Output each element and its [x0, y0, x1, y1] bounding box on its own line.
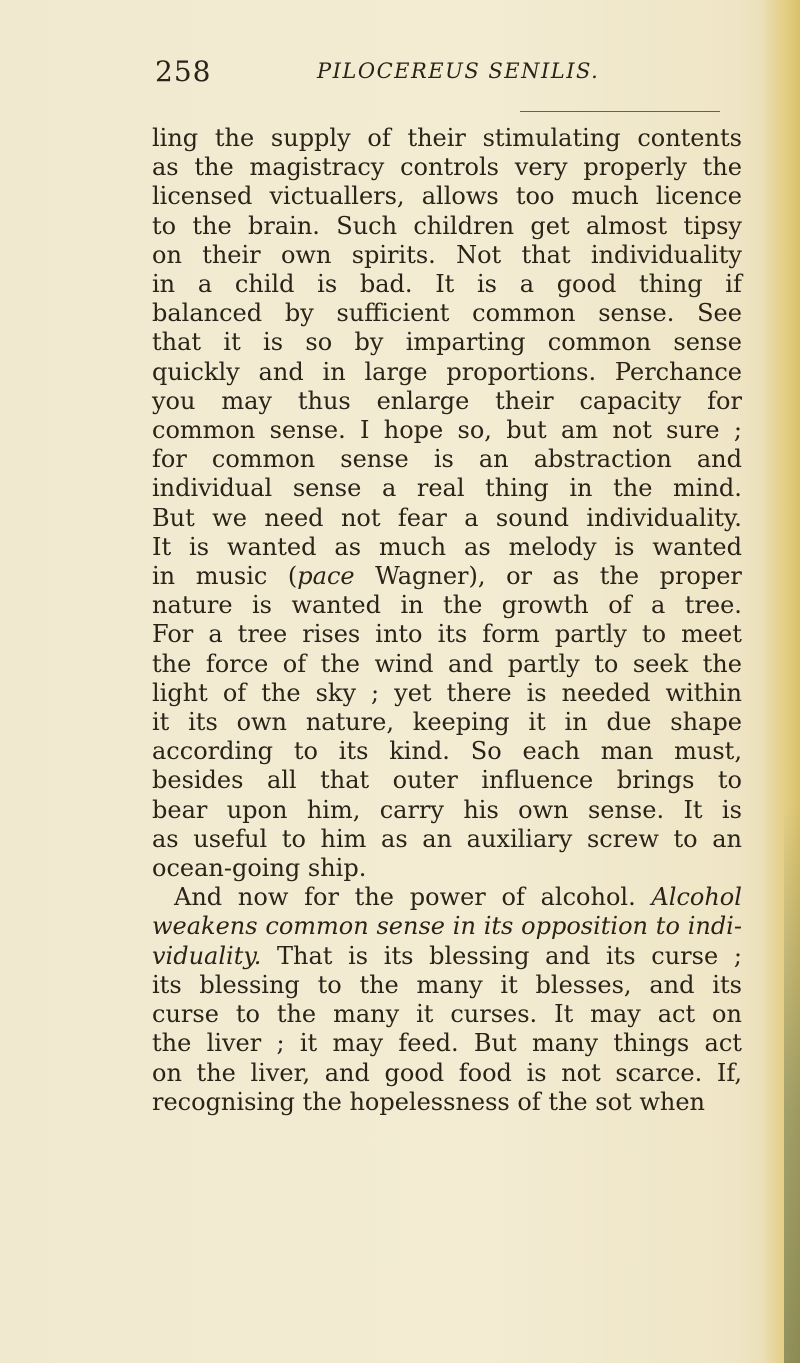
running-title: PILOCEREUS SENILIS.: [317, 59, 600, 83]
text-line: you may thus enlarge their capacity for: [152, 386, 742, 415]
text-line: as the magistracy controls very properly the: [152, 153, 742, 182]
text-line: ocean-going ship.: [152, 854, 367, 883]
text-line: weakens common sense in its opposition to indi-: [152, 912, 742, 941]
text-line: And now for the power of alcohol. Alcohol: [174, 883, 742, 912]
text-line: in music (pace Wagner), or as the proper: [152, 562, 742, 591]
text-line: the liver ; it may feed. But many things act: [152, 1029, 742, 1058]
text-line: ling the supply of their stimulating contents: [152, 124, 742, 152]
body-text: [152, 124, 742, 1117]
text-line: viduality. That is its blessing and its curse ;: [152, 941, 742, 970]
text-line: the force of the wind and partly to seek the: [152, 649, 742, 678]
text-line: quickly and in large proportions. Perchance: [152, 357, 742, 386]
text-line: curse to the many it curses. It may act on: [152, 1000, 742, 1029]
header-rule: [520, 111, 720, 112]
text-line: It is wanted as much as melody is wanted: [152, 532, 742, 561]
text-line: besides all that outer influence brings to: [152, 766, 742, 795]
text-line: common sense. I hope so, but am not sure ;: [152, 416, 742, 445]
text-line: for common sense is an abstraction and: [152, 445, 742, 474]
text-line: recognising the hopelessness of the sot when: [152, 1087, 705, 1116]
text-line: on the liver, and good food is not scarce. If,: [152, 1058, 742, 1087]
text-line: as useful to him as an auxiliary screw to an: [152, 824, 742, 853]
text-line: balanced by sufficient common sense. See: [152, 299, 742, 328]
text-line: light of the sky ; yet there is needed within: [152, 678, 742, 707]
page-edge-shadow: [784, 803, 800, 1363]
text-line: For a tree rises into its form partly to meet: [152, 620, 742, 649]
text-line: its blessing to the many it blesses, and its: [152, 970, 742, 999]
text-line: bear upon him, carry his own sense. It is: [152, 795, 742, 824]
text-line: that it is so by imparting common sense: [152, 328, 742, 357]
text-line: in a child is bad. It is a good thing if: [152, 270, 742, 299]
text-line: licensed victuallers, allows too much licence: [152, 182, 742, 211]
page-header: [155, 55, 745, 89]
text-line: individual sense a real thing in the mind.: [152, 474, 742, 503]
text-line: according to its kind. So each man must,: [152, 737, 742, 766]
text-line: to the brain. Such children get almost tipsy: [152, 211, 742, 240]
text-line: on their own spirits. Not that individuality: [152, 240, 742, 269]
page-number: 258: [155, 55, 212, 88]
text-line: it its own nature, keeping it in due shape: [152, 708, 742, 737]
text-line: nature is wanted in the growth of a tree.: [152, 591, 742, 620]
text-line: But we need not fear a sound individuality.: [152, 503, 742, 532]
